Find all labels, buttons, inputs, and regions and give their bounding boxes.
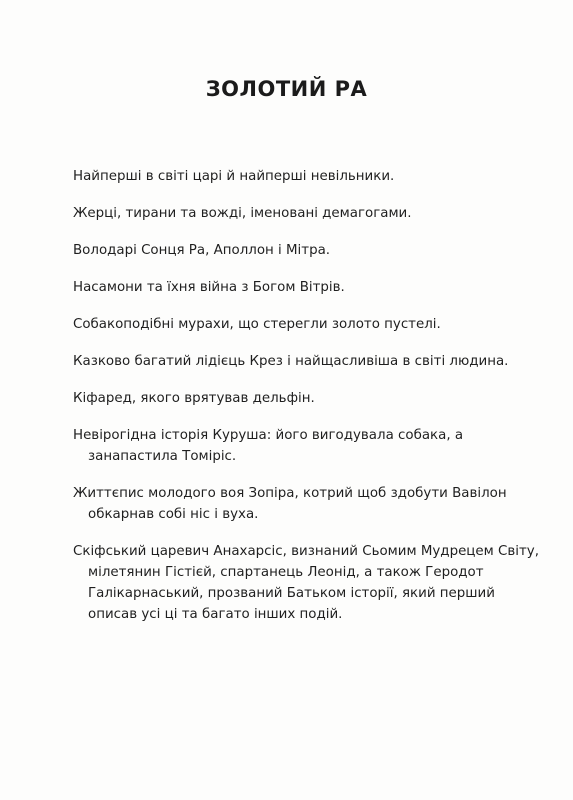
contents-entry-5: Собакоподібні мурахи, що стерегли золото пустелі. xyxy=(73,317,441,332)
contents-entry-6: Казково багатий лідієць Крез і найщасливіша в світі людина. xyxy=(73,354,509,369)
contents-entry-2: Жерці, тирани та вожді, іменовані демагогами. xyxy=(73,206,412,221)
contents-entry-3: Володарі Сонця Ра, Аполлон і Мітра. xyxy=(73,243,331,258)
contents-entry-7: Кіфаред, якого врятував дельфін. xyxy=(73,391,315,406)
contents-entry-10: Скіфський царевич Анахарсіс, визнаний Сьомим Мудрецем Світу, мілетянин Гістієй, спартанець Леонід, а також Геродот Галікарнаський, прозваний Батьком історії, який перший описав усі ці та багато інших подій. xyxy=(73,544,539,622)
contents-entry-8: Невірогідна історія Куруша: його вигодувала собака, а занапастила Томіріс. xyxy=(73,428,464,464)
contents-entry-1: Найперші в світі царі й найперші невільники. xyxy=(73,169,395,184)
contents-list xyxy=(73,166,543,641)
contents-entry-4: Насамони та їхня війна з Богом Вітрів. xyxy=(73,280,345,295)
contents-entry-9: Життєпис молодого воя Зопіра, котрий щоб здобути Вавілон обкарнав собі ніс і вуха. xyxy=(73,486,507,522)
page-title: ЗОЛОТИЙ РА xyxy=(205,77,368,101)
